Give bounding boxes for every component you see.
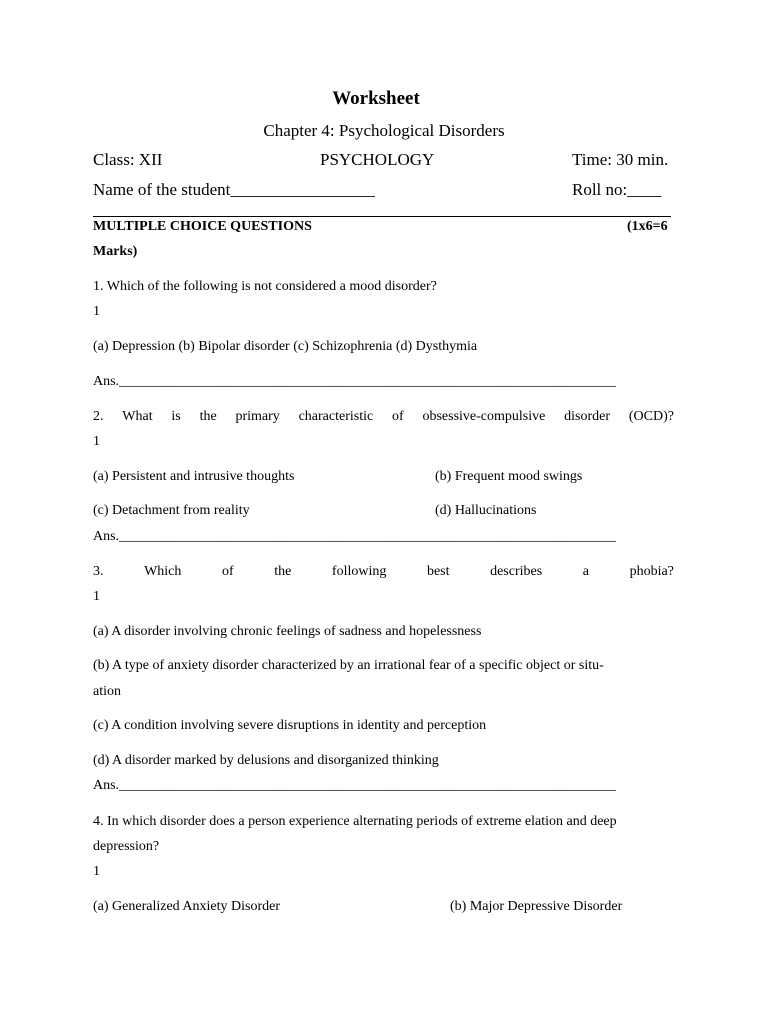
question-2-word: What [122,409,153,424]
question-3-answer-line: Ans._______________________________________________________________________ [93,778,617,793]
question-3-word: describes [490,564,543,579]
question-2-word: obsessive-compulsive [422,409,546,424]
question-2-word: 2. [93,409,104,424]
question-3-option-d: (d) A disorder marked by delusions and disorganized thinking [93,753,439,768]
question-1-options: (a) Depression (b) Bipolar disorder (c) Schizophrenia (d) Dysthymia [93,339,478,354]
question-3-word: of [221,564,234,579]
question-3-word: following [331,564,387,579]
question-4-marks: 1 [93,864,100,879]
page-title: Worksheet [332,88,420,109]
question-2-word: characteristic [298,409,374,424]
question-2-word: (OCD)? [628,409,674,424]
class-label: Class: XII [93,150,163,169]
question-3-option-b: (b) A type of anxiety disorder characterized by an irrational fear of a specific object or situ- [93,658,604,673]
question-2-option-d: (d) Hallucinations [435,503,537,518]
question-2-option-c: (c) Detachment from reality [93,503,250,518]
question-4-option-b: (b) Major Depressive Disorder [450,899,623,914]
question-2-word: primary [235,409,280,424]
question-3-word: the [274,564,292,579]
time-label: Time: 30 min. [572,150,669,169]
question-2-option-a: (a) Persistent and intrusive thoughts [93,469,295,484]
section-marks: (1x6=6 [627,219,668,234]
chapter-title: Chapter 4: Psychological Disorders [263,121,505,140]
header-divider [93,216,671,217]
section-heading: MULTIPLE CHOICE QUESTIONS [93,219,312,234]
question-3-option-a: (a) A disorder involving chronic feelings of sadness and hopelessness [93,624,482,639]
question-2-word: disorder [564,409,611,424]
question-2-marks: 1 [93,434,100,449]
question-3-word: phobia? [629,564,674,579]
question-3-option-c: (c) A condition involving severe disruptions in identity and perception [93,718,487,733]
question-3-option-b-continued: ation [93,684,121,699]
question-2-word: the [199,409,217,424]
subject-label: PSYCHOLOGY [320,150,435,169]
section-marks-continued: Marks) [93,244,138,259]
question-2-answer-line: Ans._______________________________________________________________________ [93,529,617,544]
question-2-text [93,409,674,425]
question-2-word: is [171,409,181,424]
question-3-text [93,564,674,580]
question-3-word: a [582,564,589,579]
question-2-word: of [392,409,404,424]
question-1-text: 1. Which of the following is not considered a mood disorder? [93,279,437,294]
question-2-option-b: (b) Frequent mood swings [435,469,583,484]
question-3-word: best [426,564,450,579]
question-3-word: 3. [93,564,104,579]
question-3-marks: 1 [93,589,100,604]
question-1-marks: 1 [93,304,100,319]
roll-no-field: Roll no:____ [572,180,662,199]
question-1-answer-line: Ans._______________________________________________________________________ [93,374,617,389]
question-3-word: Which [144,564,182,579]
question-4-text: 4. In which disorder does a person experience alternating periods of extreme elation and deep [93,814,617,829]
student-name-field: Name of the student_________________ [93,180,375,199]
question-4-text-continued: depression? [93,839,160,854]
question-4-option-a: (a) Generalized Anxiety Disorder [93,899,280,914]
